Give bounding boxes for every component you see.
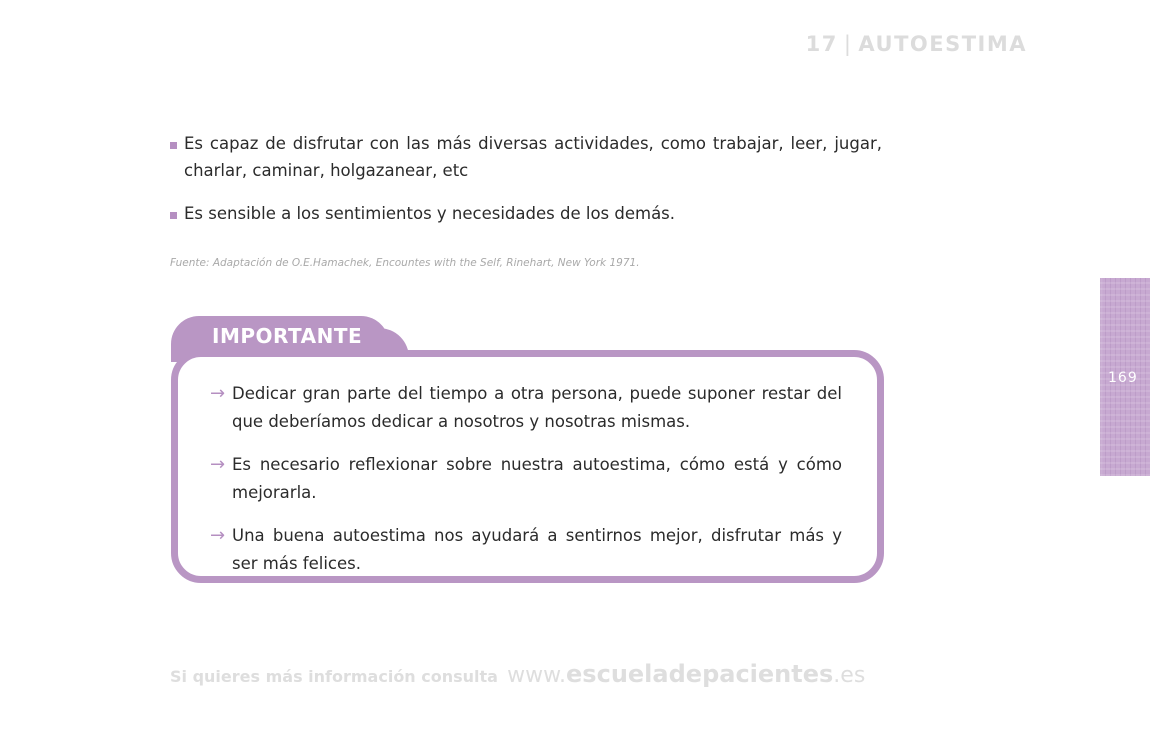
list-item: [210, 522, 842, 578]
important-title: IMPORTANTE: [212, 324, 363, 348]
bullet-list: [170, 130, 882, 243]
footer-text: Si quieres más información consulta: [170, 667, 498, 686]
chapter-separator: |: [843, 32, 853, 56]
chapter-title: AUTOESTIMA: [858, 32, 1027, 56]
footer-domain: escueladepacientes: [566, 660, 834, 688]
square-bullet-icon: [170, 142, 177, 149]
bullet-text: Es capaz de disfrutar con las más diversas actividades, como trabajar, leer, jugar, charlar, caminar, holgazanear, etc: [184, 134, 882, 180]
footer-www: www.: [507, 663, 567, 688]
important-item-text: Una buena autoestima nos ayudará a sentirnos mejor, disfrutar más y ser más felices.: [232, 526, 842, 573]
important-item-text: Es necesario reflexionar sobre nuestra autoestima, cómo está y cómo mejorarla.: [232, 455, 842, 502]
footer-link[interactable]: [503, 660, 866, 688]
arrow-right-icon: →: [210, 383, 226, 404]
chapter-number: 17: [805, 32, 838, 56]
arrow-right-icon: →: [210, 454, 226, 475]
important-list: [210, 380, 842, 593]
list-item: [170, 130, 882, 184]
list-item: [170, 200, 882, 227]
footer-tld: .es: [833, 663, 866, 688]
bullet-text: Es sensible a los sentimientos y necesidades de los demás.: [184, 204, 676, 223]
source-citation: Fuente: Adaptación de O.E.Hamachek, Encountes with the Self, Rinehart, New York 1971.: [170, 257, 640, 269]
list-item: [210, 451, 842, 507]
chapter-header: [806, 32, 1027, 56]
footer: [170, 660, 865, 688]
square-bullet-icon: [170, 212, 177, 219]
arrow-right-icon: →: [210, 525, 226, 546]
list-item: [210, 380, 842, 436]
important-item-text: Dedicar gran parte del tiempo a otra persona, puede suponer restar del que deberíamos dedicar a nosotros y nosotras mismas.: [232, 384, 842, 431]
page-number: 169: [1108, 370, 1138, 386]
